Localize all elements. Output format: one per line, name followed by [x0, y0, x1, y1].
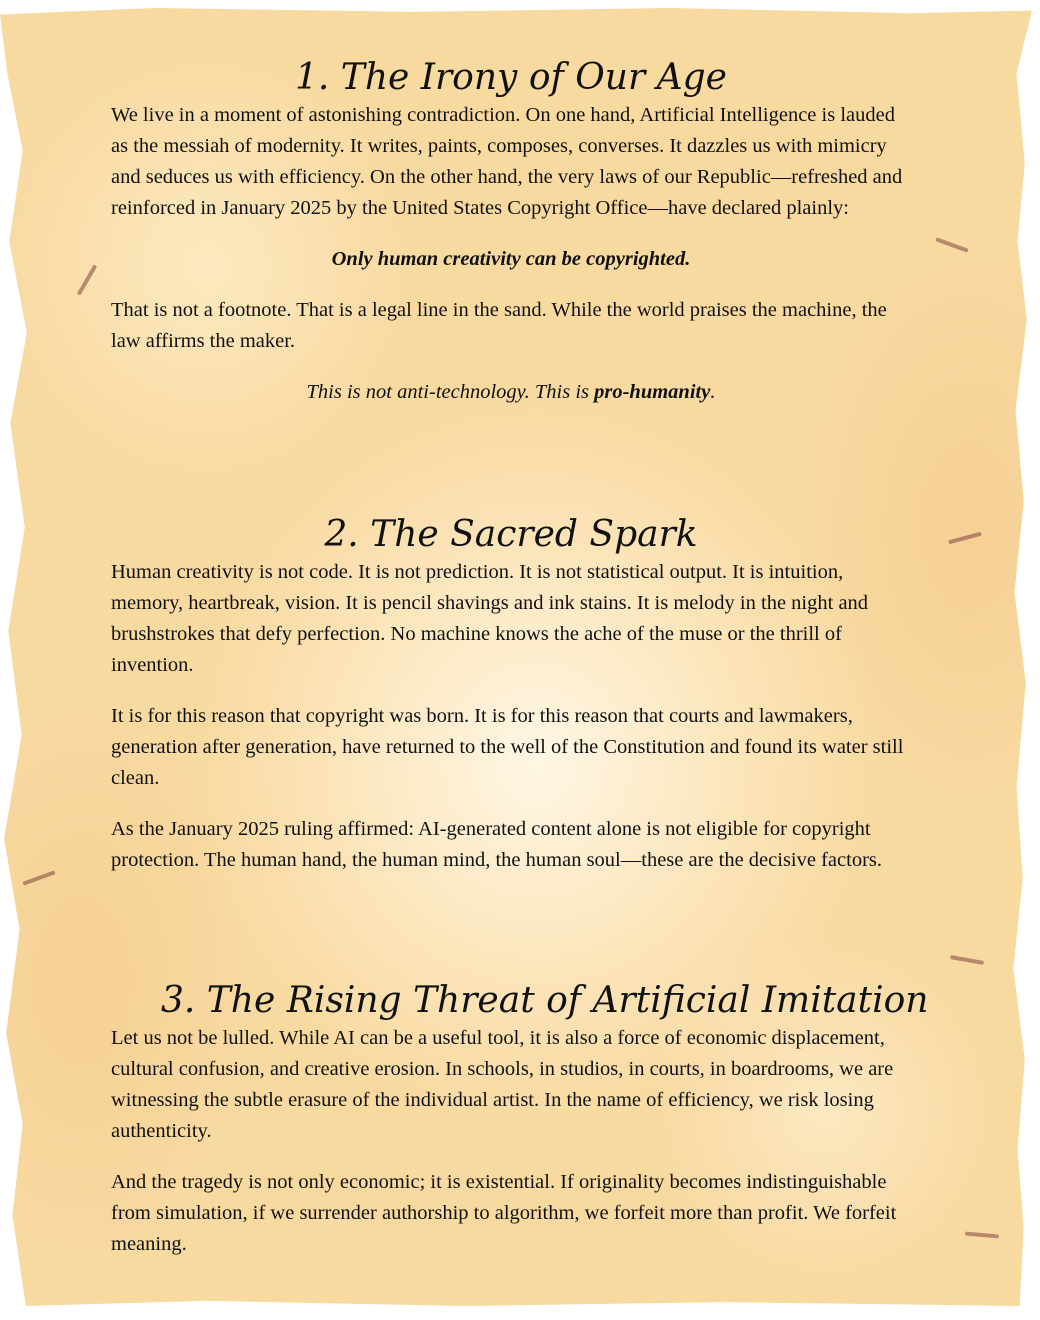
- paragraph: Human creativity is not code. It is not prediction. It is not statistical output. It is intuition, memory, heartbreak, vision. It is pencil shavings and ink stains. It is melody in the night and brushstrokes that defy perfection. No machine knows the ache of the muse or the thrill of invention.: [111, 561, 869, 676]
- section-heading: 2. The Sacred Spark: [324, 514, 698, 555]
- parchment-tear-mark: [22, 870, 55, 885]
- closing-line-emphasis: pro-humanity: [594, 381, 711, 403]
- closing-line: [111, 377, 911, 408]
- parchment-tear-mark: [935, 237, 968, 252]
- parchment-tear-mark: [965, 1232, 999, 1239]
- section-2: [111, 513, 911, 896]
- section-heading: 1. The Irony of Our Age: [295, 57, 727, 98]
- section-1: [111, 56, 911, 428]
- parchment-tear-mark: [948, 532, 982, 545]
- parchment-tear-mark: [950, 955, 984, 965]
- parchment-tear-mark: [77, 264, 97, 295]
- paragraph: As the January 2025 ruling affirmed: AI-generated content alone is not eligible for copyright protection. The human hand, the human mind, the human soul—these are the decisive factors.: [111, 818, 883, 871]
- paragraph: That is not a footnote. That is a legal line in the sand. While the world praises the machine, the law affirms the maker.: [111, 299, 887, 352]
- section-3: [111, 979, 929, 1280]
- paragraph: And the tragedy is not only economic; it is existential. If originality becomes indistinguishable from simulation, if we surrender authorship to algorithm, we forfeit more than profit. We forfeit meaning.: [111, 1171, 897, 1255]
- paragraph: Let us not be lulled. While AI can be a useful tool, it is also a force of economic displacement, cultural confusion, and creative erosion. In schools, in studios, in courts, in boardrooms, we are witnessing the subtle erasure of the individual artist. In the name of efficiency, we risk losing authenticity.: [111, 1027, 894, 1142]
- pull-quote: Only human creativity can be copyrighted.: [331, 248, 691, 270]
- section-heading: 3. The Rising Threat of Artificial Imitation: [161, 980, 929, 1021]
- closing-line-text: This is not anti-technology. This is: [306, 381, 595, 403]
- paragraph: It is for this reason that copyright was born. It is for this reason that courts and lawmakers, generation after generation, have returned to the well of the Constitution and found its water still clean.: [111, 705, 904, 789]
- closing-line-end: .: [710, 381, 716, 403]
- paragraph: We live in a moment of astonishing contradiction. On one hand, Artificial Intelligence is lauded as the messiah of modernity. It writes, paints, composes, converses. It dazzles us with mimicry and seduces us with efficiency. On the other hand, the very laws of our Republic—refreshed and reinforced in January 2025 by the United States Copyright Office—have declared plainly:: [111, 104, 903, 219]
